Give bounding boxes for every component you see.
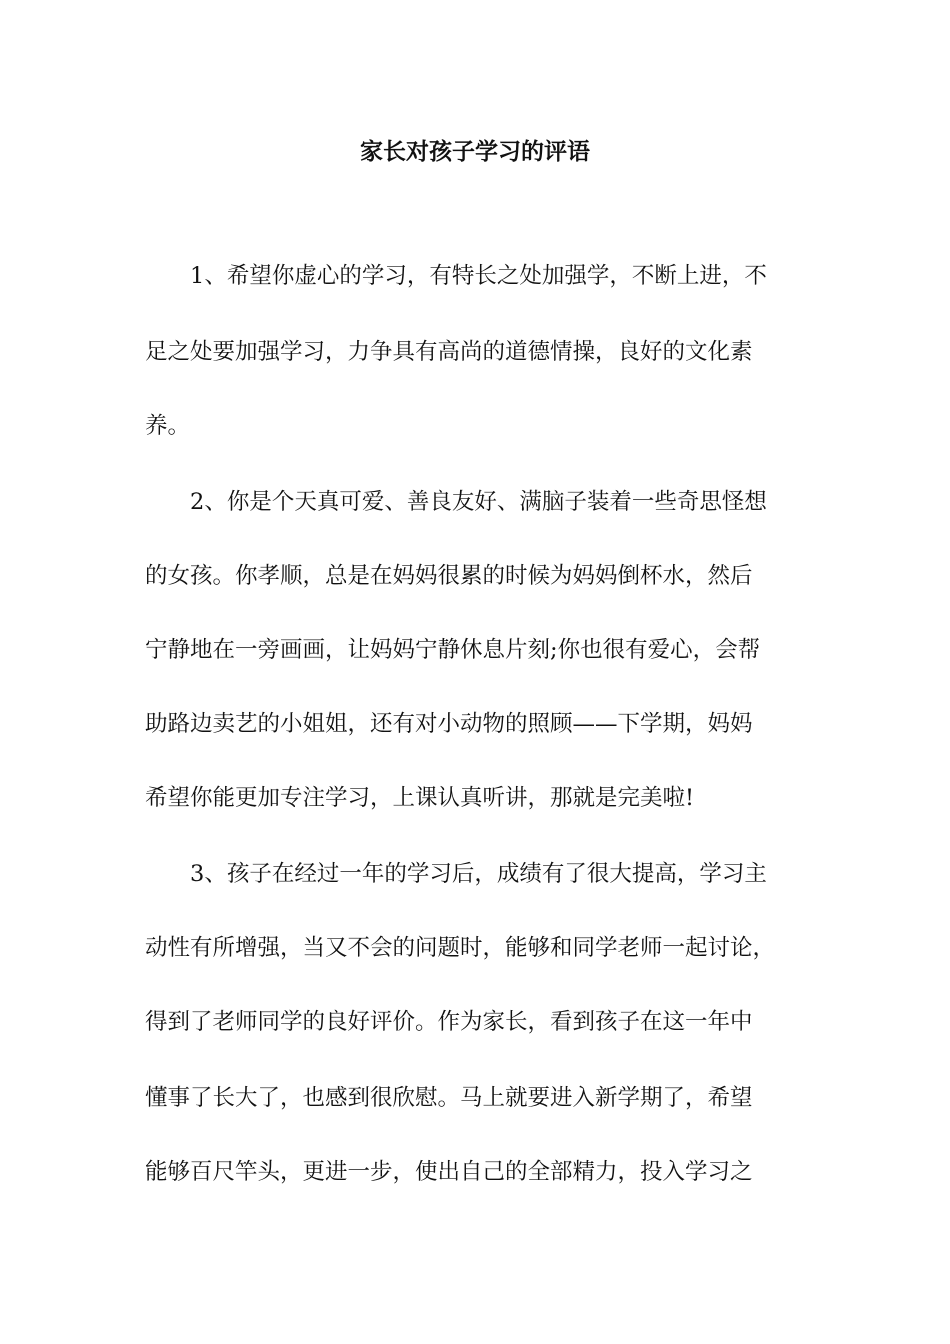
paragraph-2-line-5: 希望你能更加专注学习，上课认真听讲，那就是完美啦!: [145, 785, 695, 811]
paragraph-1-line-2: 足之处要加强学习，力争具有高尚的道德情操，良好的文化素: [145, 339, 753, 365]
paragraph-3-line-3: 得到了老师同学的良好评价。作为家长，看到孩子在这一年中: [145, 1009, 753, 1035]
paragraph-2-line-4: 助路边卖艺的小姐姐，还有对小动物的照顾——下学期，妈妈: [145, 711, 753, 737]
paragraph-1-line-1: 1、希望你虚心的学习，有特长之处加强学，不断上进，不: [190, 263, 767, 289]
paragraph-3-line-4: 懂事了长大了，也感到很欣慰。马上就要进入新学期了，希望: [145, 1085, 753, 1111]
paragraph-2-line-1: 2、你是个天真可爱、善良友好、满脑子装着一些奇思怪想: [190, 489, 767, 515]
paragraph-1-line-3: 养。: [145, 413, 191, 439]
paragraph-2-line-3: 宁静地在一旁画画，让妈妈宁静休息片刻;你也很有爱心，会帮: [145, 637, 761, 663]
paragraph-3-line-5: 能够百尺竿头，更进一步，使出自己的全部精力，投入学习之: [145, 1159, 753, 1185]
document-title: 家长对孩子学习的评语: [360, 138, 590, 165]
paragraph-2-line-2: 的女孩。你孝顺，总是在妈妈很累的时候为妈妈倒杯水，然后: [145, 563, 753, 589]
paragraph-3-line-1: 3、孩子在经过一年的学习后，成绩有了很大提高，学习主: [190, 861, 767, 887]
paragraph-3-line-2: 动性有所增强，当又不会的问题时，能够和同学老师一起讨论，: [145, 935, 776, 961]
